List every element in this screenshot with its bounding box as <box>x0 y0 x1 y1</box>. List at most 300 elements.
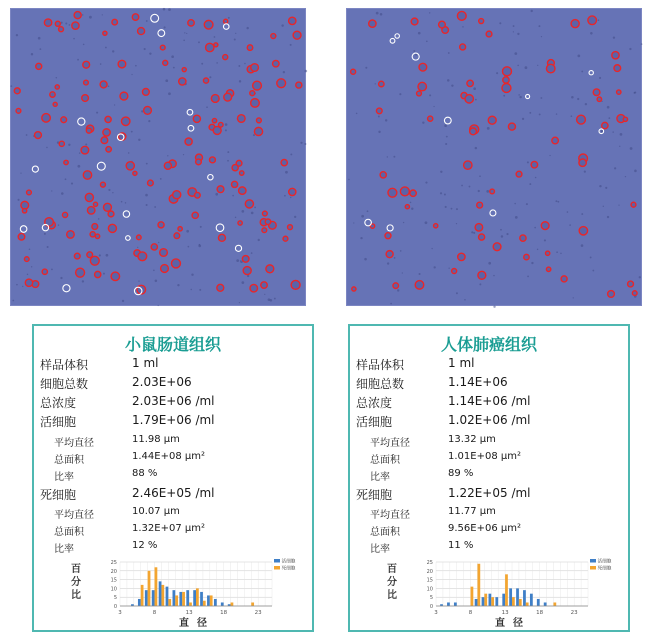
row-value: 1.01E+08 µm² <box>448 451 521 462</box>
debris-speck <box>429 94 431 96</box>
live-cell-marker <box>25 279 32 286</box>
debris-speck <box>164 26 166 28</box>
live-cell-marker <box>458 253 465 260</box>
debris-speck <box>444 124 447 127</box>
debris-speck <box>478 190 480 192</box>
live-cell-marker <box>379 81 385 87</box>
debris-speck <box>555 200 557 202</box>
x-tick-label: 13 <box>501 610 509 616</box>
legend-swatch <box>274 559 280 563</box>
debris-speck <box>469 186 471 188</box>
debris-speck <box>387 262 389 264</box>
live-cell-marker <box>614 65 621 72</box>
live-cell-marker <box>209 157 215 163</box>
live-cell-marker <box>411 18 418 25</box>
histogram-bar <box>519 599 522 606</box>
live-cell-marker <box>138 252 147 261</box>
debris-speck <box>171 55 174 58</box>
y-tick-label: 0 <box>429 604 433 610</box>
debris-speck <box>305 70 308 73</box>
histogram-bar <box>152 590 155 606</box>
dead-cell-marker <box>387 225 393 231</box>
diameter-histogram <box>62 558 296 630</box>
histogram-bar <box>161 585 164 606</box>
row-value: 1.79E+06 /ml <box>132 413 215 427</box>
live-cell-marker <box>588 16 597 25</box>
debris-speck <box>146 163 148 165</box>
debris-speck <box>160 178 162 180</box>
debris-speck <box>294 216 296 218</box>
debris-speck <box>471 231 473 233</box>
dead-cell-marker <box>97 162 105 170</box>
histogram-bar <box>553 602 556 606</box>
result-row <box>34 375 312 394</box>
debris-speck <box>431 248 432 249</box>
y-axis-label: 百 <box>71 564 81 575</box>
result-panel-mouse-intestine <box>32 324 314 632</box>
debris-speck <box>514 52 517 55</box>
debris-speck <box>496 72 498 74</box>
debris-speck <box>513 31 514 32</box>
row-value: 11.98 µm <box>132 434 180 445</box>
dead-cell-marker <box>395 34 399 38</box>
histogram-bar <box>189 602 192 606</box>
live-cell-marker <box>291 280 300 289</box>
live-cell-marker <box>250 284 258 292</box>
debris-speck <box>534 227 536 229</box>
legend-swatch <box>274 566 280 570</box>
debris-speck <box>112 50 114 52</box>
debris-speck <box>625 176 626 177</box>
row-value: 1.14E+06 <box>448 375 508 389</box>
histogram-bar <box>454 602 457 606</box>
row-label: 平均直径 <box>54 510 94 521</box>
dead-cell-marker <box>187 109 193 115</box>
live-cell-marker <box>376 108 382 114</box>
live-cell-marker <box>385 233 391 239</box>
result-row <box>350 394 628 413</box>
row-label: 比率 <box>370 472 390 483</box>
live-cell-marker <box>16 108 21 113</box>
debris-speck <box>618 204 619 205</box>
live-cell-marker <box>552 137 559 144</box>
histogram-bar <box>505 574 508 606</box>
debris-speck <box>60 277 62 279</box>
debris-speck <box>614 167 616 169</box>
live-cell-marker <box>85 193 93 201</box>
debris-speck <box>440 171 442 173</box>
debris-speck <box>201 63 203 65</box>
debris-speck <box>165 79 168 82</box>
debris-speck <box>361 215 364 218</box>
debris-speck <box>526 203 528 205</box>
live-cell-marker <box>242 256 249 263</box>
row-label: 总面积 <box>370 527 400 538</box>
live-cell-marker <box>148 180 154 186</box>
result-row <box>34 394 312 413</box>
debris-speck <box>518 94 520 96</box>
live-cell-marker <box>206 43 214 51</box>
debris-speck <box>613 36 615 38</box>
debris-speck <box>290 153 292 155</box>
histogram-bar <box>200 592 203 606</box>
debris-speck <box>177 284 179 286</box>
row-value: 10.07 µm <box>132 506 180 517</box>
live-cell-marker <box>502 84 511 93</box>
dead-cell-marker <box>216 224 224 232</box>
y-tick-label: 10 <box>426 586 433 593</box>
debris-speck <box>235 217 236 218</box>
debris-speck <box>634 170 637 173</box>
live-cell-marker <box>188 20 194 26</box>
debris-speck <box>378 116 380 118</box>
debris-speck <box>541 36 542 37</box>
debris-speck <box>433 106 434 107</box>
debris-speck <box>519 96 521 98</box>
live-cell-marker <box>44 19 51 26</box>
row-label: 总面积 <box>370 455 400 466</box>
y-tick-label: 25 <box>110 560 117 566</box>
result-row <box>34 540 312 559</box>
debris-speck <box>163 8 166 11</box>
debris-speck <box>488 262 491 265</box>
dead-cell-marker <box>32 166 38 172</box>
row-label: 比率 <box>370 544 390 555</box>
debris-speck <box>244 63 246 65</box>
debris-speck <box>451 84 453 86</box>
debris-speck <box>515 216 518 219</box>
debris-speck <box>356 113 358 115</box>
live-cell-marker <box>265 219 271 225</box>
row-value: 88 % <box>132 468 158 479</box>
debris-speck <box>251 212 254 215</box>
debris-speck <box>529 112 531 114</box>
debris-speck <box>527 275 529 277</box>
debris-speck <box>56 77 57 78</box>
debris-speck <box>501 235 503 237</box>
live-cell-marker <box>103 203 111 211</box>
debris-speck <box>367 210 369 212</box>
live-cell-marker <box>465 95 473 103</box>
live-cell-marker <box>50 92 55 97</box>
debris-speck <box>410 202 412 204</box>
live-cell-marker <box>87 252 93 258</box>
debris-speck <box>158 242 159 243</box>
live-cell-marker <box>250 91 255 96</box>
debris-speck <box>112 192 113 193</box>
debris-speck <box>451 208 453 210</box>
live-cell-marker <box>105 116 111 122</box>
debris-speck <box>375 83 376 84</box>
debris-speck <box>199 289 201 291</box>
histogram-bar <box>482 597 485 606</box>
debris-speck <box>264 294 265 295</box>
live-cell-marker <box>251 99 260 108</box>
dead-cell-marker <box>78 118 85 125</box>
live-cell-marker <box>593 89 600 96</box>
row-value: 1.02E+06 /ml <box>448 413 531 427</box>
legend-label: 活细胞 <box>281 559 296 565</box>
live-cell-marker <box>67 231 75 239</box>
live-cell-marker <box>224 93 232 101</box>
row-label: 平均直径 <box>54 438 94 449</box>
debris-speck <box>274 298 276 300</box>
debris-speck <box>445 206 447 208</box>
dead-cell-marker <box>158 30 165 37</box>
row-label: 细胞总数 <box>356 377 405 391</box>
debris-speck <box>99 254 101 256</box>
live-cell-marker <box>293 31 301 39</box>
debris-speck <box>487 127 490 130</box>
debris-speck <box>183 39 185 41</box>
histogram-bar <box>196 588 199 606</box>
debris-speck <box>393 156 395 158</box>
live-cell-marker <box>277 79 286 88</box>
live-cell-marker <box>546 64 555 73</box>
live-cell-marker <box>271 34 276 39</box>
live-cell-marker <box>18 233 25 240</box>
debris-speck <box>573 297 574 298</box>
debris-speck <box>51 268 53 270</box>
debris-speck <box>544 239 546 241</box>
debris-speck <box>246 27 248 29</box>
debris-speck <box>285 171 288 174</box>
live-cell-marker <box>452 269 457 274</box>
row-label: 样品体积 <box>356 358 405 372</box>
debris-speck <box>464 299 466 301</box>
dead-cell-marker <box>390 38 395 43</box>
debris-speck <box>18 199 20 201</box>
row-value: 1 ml <box>132 356 159 370</box>
x-tick-label: 18 <box>220 610 228 616</box>
debris-speck <box>556 251 558 253</box>
diameter-histogram <box>378 558 612 630</box>
histogram-bar <box>207 595 210 606</box>
debris-speck <box>290 197 291 198</box>
debris-speck <box>556 113 557 114</box>
debris-speck <box>619 146 620 147</box>
y-tick-label: 20 <box>110 568 117 575</box>
debris-speck <box>493 275 494 276</box>
live-cell-marker <box>161 265 169 273</box>
debris-speck <box>27 274 28 275</box>
live-cell-marker <box>289 17 296 24</box>
live-cell-marker <box>108 224 116 232</box>
debris-speck <box>590 257 592 259</box>
debris-speck <box>446 136 448 138</box>
live-cell-marker <box>261 282 267 288</box>
live-cell-marker <box>602 122 608 128</box>
live-cell-marker <box>103 31 107 35</box>
debris-speck <box>630 147 633 150</box>
live-cell-marker <box>617 90 621 94</box>
live-cell-marker <box>55 21 60 26</box>
live-cell-marker <box>273 60 280 67</box>
debris-speck <box>183 154 184 155</box>
live-cell-marker <box>100 81 107 88</box>
debris-speck <box>154 206 156 208</box>
histogram-bar <box>477 564 480 606</box>
debris-speck <box>44 233 46 235</box>
live-cell-marker <box>211 95 219 103</box>
live-cell-marker <box>237 115 245 123</box>
result-row <box>350 375 628 394</box>
live-cell-marker <box>296 82 302 88</box>
histogram-bar <box>530 594 533 606</box>
live-cell-marker <box>132 14 138 20</box>
row-label: 细胞总数 <box>40 377 89 391</box>
live-cell-marker <box>508 123 515 130</box>
live-cell-marker <box>223 55 228 60</box>
live-cell-marker <box>516 171 522 177</box>
debris-speck <box>387 156 388 157</box>
debris-speck <box>629 48 631 50</box>
debris-speck <box>599 77 601 79</box>
debris-speck <box>96 112 98 114</box>
debris-speck <box>581 244 584 247</box>
debris-speck <box>486 190 489 193</box>
dead-cell-marker <box>444 117 451 124</box>
dead-cell-marker <box>526 94 530 98</box>
debris-speck <box>425 221 428 224</box>
debris-speck <box>461 185 463 187</box>
live-cell-marker <box>628 281 634 287</box>
dead-cell-marker <box>151 14 159 22</box>
histogram-bar <box>159 581 162 606</box>
debris-speck <box>225 129 227 131</box>
live-cell-marker <box>281 159 287 165</box>
debris-speck <box>348 179 349 180</box>
live-cell-marker <box>612 52 619 59</box>
legend-swatch <box>590 566 596 570</box>
debris-speck <box>462 26 463 27</box>
debris-speck <box>236 259 239 262</box>
debris-speck <box>22 286 23 287</box>
live-cell-marker <box>251 64 259 72</box>
debris-speck <box>529 183 531 185</box>
debris-speck <box>584 171 586 173</box>
debris-speck <box>122 300 124 302</box>
x-tick-label: 3 <box>434 610 438 616</box>
histogram-bar <box>231 602 234 606</box>
debris-speck <box>83 44 85 46</box>
debris-speck <box>527 161 529 163</box>
live-cell-marker <box>217 186 224 193</box>
live-cell-marker <box>231 181 237 187</box>
live-cell-marker <box>486 31 492 37</box>
debris-speck <box>571 96 574 99</box>
debris-speck <box>239 80 241 82</box>
live-cell-marker <box>121 117 130 126</box>
debris-speck <box>16 34 18 36</box>
debris-speck <box>537 65 538 66</box>
live-cell-marker <box>142 89 149 96</box>
live-cell-marker <box>247 45 253 51</box>
live-cell-marker <box>95 271 101 277</box>
live-cell-marker <box>224 19 228 23</box>
live-cell-marker <box>179 78 186 85</box>
live-cell-marker <box>204 20 213 29</box>
debris-speck <box>12 300 14 302</box>
live-cell-marker <box>118 60 126 68</box>
debris-speck <box>128 152 129 153</box>
debris-speck <box>31 53 33 55</box>
result-row <box>350 540 628 559</box>
debris-speck <box>89 16 92 19</box>
live-cell-marker <box>457 11 466 20</box>
debris-speck <box>131 131 133 133</box>
live-cell-marker <box>488 116 496 124</box>
debris-speck <box>598 19 600 21</box>
live-cell-marker <box>520 235 526 241</box>
debris-speck <box>167 155 168 156</box>
live-cell-marker <box>388 188 397 197</box>
result-panel-human-lung-cancer <box>348 324 630 632</box>
live-cell-marker <box>74 253 80 259</box>
debris-speck <box>426 40 428 42</box>
histogram-bar <box>512 597 515 606</box>
debris-speck <box>102 14 103 15</box>
debris-speck <box>209 76 211 78</box>
result-row <box>34 468 312 487</box>
debris-speck <box>61 192 64 195</box>
live-cell-marker <box>262 228 267 233</box>
debris-speck <box>429 12 430 13</box>
debris-speck <box>73 38 75 40</box>
debris-speck <box>538 25 540 27</box>
row-value: 12 % <box>132 540 158 551</box>
live-cell-marker <box>288 225 293 230</box>
live-cell-marker <box>232 165 238 171</box>
debris-speck <box>380 13 383 16</box>
debris-speck <box>108 189 110 191</box>
debris-speck <box>137 247 138 248</box>
debris-speck <box>155 280 158 283</box>
debris-speck <box>241 281 244 284</box>
live-cell-marker <box>283 236 288 241</box>
live-cell-marker <box>171 259 180 268</box>
live-cell-marker <box>419 63 427 71</box>
debris-speck <box>525 66 528 69</box>
debris-speck <box>138 280 139 281</box>
row-value: 1 ml <box>448 356 475 370</box>
live-cell-marker <box>36 63 42 69</box>
debris-speck <box>158 305 159 306</box>
live-cell-marker <box>93 202 97 206</box>
y-axis-label: 比 <box>387 590 397 601</box>
dead-cell-marker <box>490 210 496 216</box>
debris-speck <box>31 266 32 267</box>
debris-speck <box>517 65 519 67</box>
histogram-bar <box>203 601 206 606</box>
live-cell-marker <box>393 283 399 289</box>
debris-speck <box>268 298 271 301</box>
dead-cell-marker <box>235 245 241 251</box>
live-cell-marker <box>417 91 422 96</box>
live-cell-marker <box>253 81 262 90</box>
histogram-bar <box>210 595 213 606</box>
debris-speck <box>447 79 450 82</box>
result-row <box>350 413 628 432</box>
debris-speck <box>148 120 150 122</box>
debris-speck <box>228 17 230 19</box>
debris-speck <box>560 253 561 254</box>
debris-speck <box>69 24 71 26</box>
live-cell-marker <box>95 234 99 238</box>
debris-speck <box>138 139 140 141</box>
debris-speck <box>145 194 148 197</box>
live-cell-marker <box>490 189 495 194</box>
